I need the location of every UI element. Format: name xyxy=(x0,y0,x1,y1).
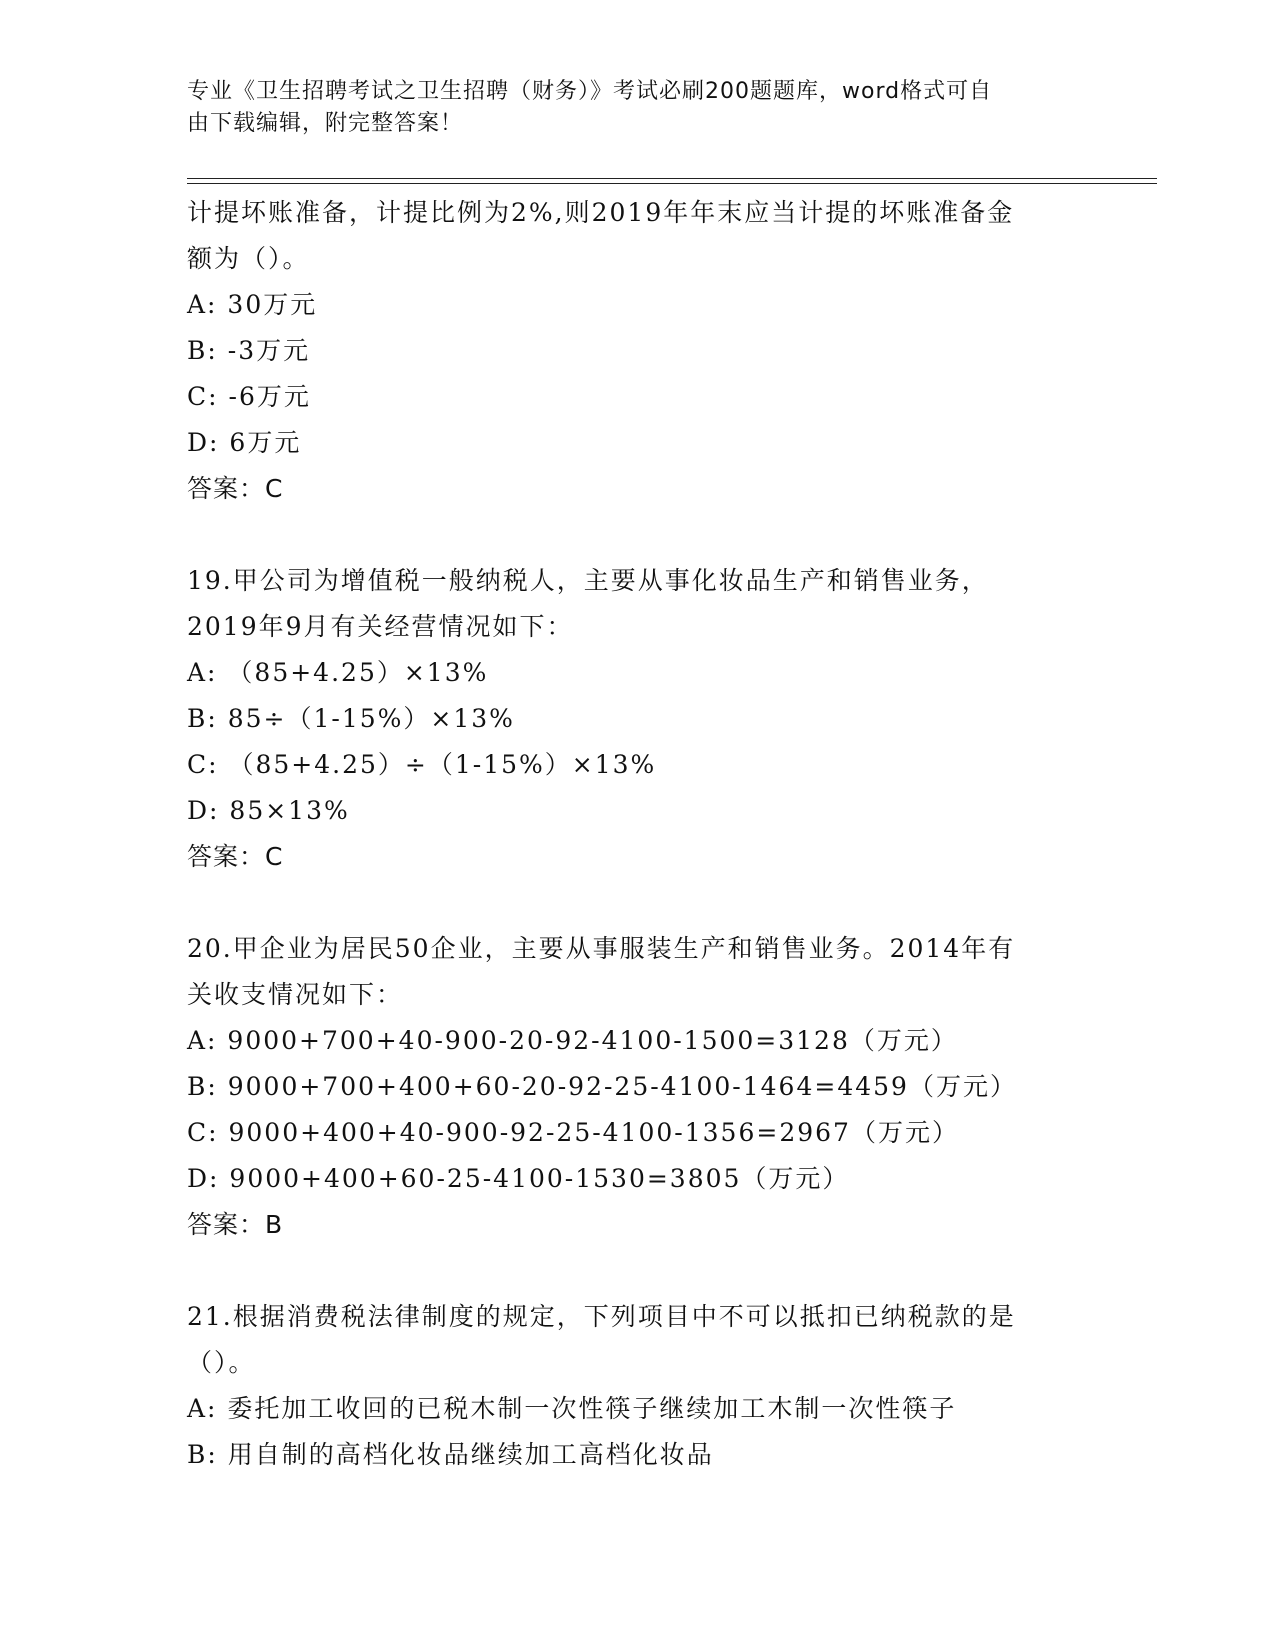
question-stem-line: （）。 xyxy=(187,1348,256,1377)
header-divider-bottom xyxy=(187,183,1157,184)
question-stem-line: 关收支情况如下： xyxy=(187,980,404,1009)
question-stem-line: 额为（）。 xyxy=(187,244,310,273)
spacer xyxy=(187,1248,1087,1294)
option-b: B: 85÷（1-15%）×13% xyxy=(187,704,515,733)
header-divider-top xyxy=(187,178,1157,179)
spacer xyxy=(187,880,1087,926)
question-stem-line: 计提坏账准备，计提比例为2%,则2019年年末应当计提的坏账准备金 xyxy=(187,198,1015,227)
option-c: C: （85+4.25）÷（1-15%）×13% xyxy=(187,750,657,779)
option-b: B: 用自制的高档化妆品继续加工高档化妆品 xyxy=(187,1440,714,1469)
option-a: A: 30万元 xyxy=(187,290,318,319)
answer-line: 答案：C xyxy=(187,842,284,871)
question-stem-line: 19.甲公司为增值税一般纳税人，主要从事化妆品生产和销售业务， xyxy=(187,566,989,595)
option-d: D: 85×13% xyxy=(187,796,350,825)
spacer xyxy=(187,512,1087,558)
answer-line: 答案：C xyxy=(187,474,284,503)
question-stem-line: 21.根据消费税法律制度的规定，下列项目中不可以抵扣已纳税款的是 xyxy=(187,1302,1016,1331)
option-b: B: -3万元 xyxy=(187,336,311,365)
question-stem-line: 20.甲企业为居民50企业，主要从事服装生产和销售业务。2014年有 xyxy=(187,934,1016,963)
option-a: A: （85+4.25）×13% xyxy=(187,658,489,687)
header-line-2: 由下载编辑，附完整答案！ xyxy=(187,111,464,136)
option-d: D: 6万元 xyxy=(187,428,302,457)
option-a: A: 委托加工收回的已税木制一次性筷子继续加工木制一次性筷子 xyxy=(187,1394,957,1423)
question-block-20 xyxy=(187,926,1087,1248)
document-header xyxy=(187,76,1067,140)
question-stem-line: 2019年9月有关经营情况如下： xyxy=(187,612,574,641)
document-body xyxy=(187,190,1087,1478)
question-block-19 xyxy=(187,558,1087,880)
option-d: D: 9000+400+60-25-4100-1530=3805（万元） xyxy=(187,1164,850,1193)
option-c: C: 9000+400+40-900-92-25-4100-1356=2967（万元） xyxy=(187,1118,959,1147)
answer-line: 答案：B xyxy=(187,1210,284,1239)
option-a: A: 9000+700+40-900-20-92-4100-1500=3128（万元） xyxy=(187,1026,958,1055)
option-c: C: -6万元 xyxy=(187,382,311,411)
option-b: B: 9000+700+400+60-20-92-25-4100-1464=4459（万元） xyxy=(187,1072,1017,1101)
question-block-18 xyxy=(187,190,1087,512)
question-block-21 xyxy=(187,1294,1087,1478)
header-line-1: 专业《卫生招聘考试之卫生招聘（财务）》考试必刷200题题库，word格式可自 xyxy=(187,79,993,104)
